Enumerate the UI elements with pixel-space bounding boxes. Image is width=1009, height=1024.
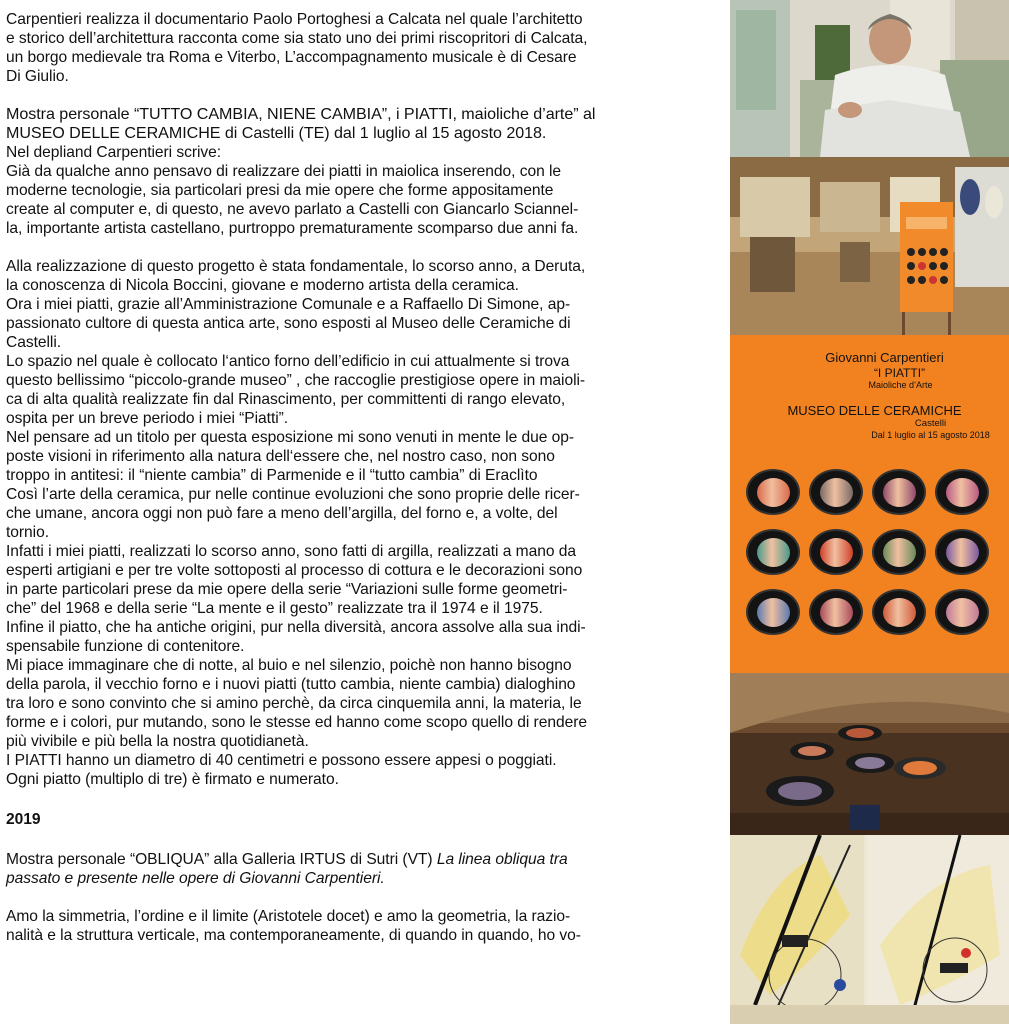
architect-portrait-photo <box>730 0 1009 157</box>
obliqua-artwork-illustration <box>730 835 1009 1024</box>
text-line: più vivibile e più bella la nostra quotidianetà. <box>6 733 309 750</box>
text-line: moderne tecnologie, sia particolari presi da mie opere che forme appositamente <box>6 182 554 199</box>
architect-portrait-illustration <box>730 0 1009 157</box>
spacer <box>6 789 720 810</box>
ceramic-plate <box>935 529 989 575</box>
ceramic-plate <box>809 529 863 575</box>
text-line: MUSEO DELLE CERAMICHE di Castelli (TE) dal 1 luglio al 15 agosto 2018. <box>6 124 547 142</box>
year-heading: 2019 <box>6 811 41 828</box>
plate-decoration <box>946 538 979 567</box>
text-line: Di Giulio. <box>6 68 69 85</box>
text-line: spensabile funzione di contenitore. <box>6 638 245 655</box>
exhibition-poster <box>730 335 1009 673</box>
text-line: la, importante artista castellano, purtroppo prematuramente scomparso due anni fa. <box>6 220 579 237</box>
body-paragraph <box>6 257 720 789</box>
spacer <box>6 888 720 907</box>
plate-grid <box>746 469 991 669</box>
ceramic-plate <box>746 589 800 635</box>
text-line: che” del 1968 e della serie “La mente e il gesto” realizzate tra il 1974 e il 1975. <box>6 600 543 617</box>
text-line: nalità e la struttura verticale, ma contemporaneamente, di quando in quando, ho vo- <box>6 927 581 944</box>
text-line: della parola, il vecchio forno e i nuovi piatti (tutto cambia, niente cambia) dialoghino <box>6 676 576 693</box>
ceramic-plate <box>872 589 926 635</box>
kiln-plates-illustration <box>730 673 1009 835</box>
plate-decoration <box>883 538 916 567</box>
obliqua-subtitle-cont: passato e presente nelle opere di Giovanni Carpentieri. <box>6 870 385 887</box>
text-line: Castelli. <box>6 334 62 351</box>
text-line: che umane, ancora oggi non può fare a meno dell’argilla, del forno e, a volte, del <box>6 505 558 522</box>
text-line: Nel depliand Carpentieri scrive: <box>6 144 222 161</box>
text-line: troppo in antitesi: il “niente cambia” di Parmenide e il “tutto cambia” di Eraclìto <box>6 467 538 484</box>
obliqua-artwork-photo <box>730 835 1009 1024</box>
article-text <box>6 10 720 945</box>
plate-decoration <box>757 478 790 507</box>
text-line: un borgo medievale tra Roma e Viterbo, L’accompagnamento musicale è di Cesare <box>6 49 577 66</box>
text-line: create al computer e, di questo, ne avevo parlato a Castelli con Giancarlo Sciannel- <box>6 201 579 218</box>
depliant-paragraph <box>6 143 720 238</box>
kiln-plates-photo <box>730 673 1009 835</box>
text-line: tra loro e sono convinto che si amino perchè, da circa cinquemila anni, la materia, le <box>6 695 582 712</box>
poster-place: Castelli <box>914 418 947 429</box>
obliqua-heading <box>6 850 720 888</box>
plate-decoration <box>820 598 853 627</box>
plate-decoration <box>883 598 916 627</box>
obliqua-title: Mostra personale “OBLIQUA” alla Galleria IRTUS di Sutri (VT) <box>6 851 437 868</box>
museum-interior-illustration <box>730 157 1009 335</box>
text-line: poste visioni in riferimento alla natura dell‘essere che, nel nostro caso, non sono <box>6 448 555 465</box>
plate-decoration <box>757 598 790 627</box>
text-line: Mostra personale “TUTTO CAMBIA, NIENE CAMBIA”, i PIATTI, maioliche d’arte” al <box>6 105 596 123</box>
text-line: Mi piace immaginare che di notte, al buio e nel silenzio, poichè non hanno bisogno <box>6 657 572 674</box>
text-line: Lo spazio nel quale è collocato l‘antico forno dell’edificio in cui attualmente si trova <box>6 353 570 370</box>
ceramic-plate <box>809 469 863 515</box>
spacer <box>6 238 720 257</box>
ceramic-plate <box>746 529 800 575</box>
ceramic-plate <box>872 469 926 515</box>
text-line: Ogni piatto (multiplo di tre) è firmato e numerato. <box>6 771 339 788</box>
text-line: la conoscenza di Nicola Boccini, giovane e moderno artista della ceramica. <box>6 277 519 294</box>
poster-museum: MUSEO DELLE CERAMICHE <box>787 403 962 418</box>
plate-decoration <box>946 478 979 507</box>
plate-decoration <box>820 478 853 507</box>
museum-interior-photo <box>730 157 1009 335</box>
text-line: Così l’arte della ceramica, pur nelle continue evoluzioni che sono proprie delle ricer- <box>6 486 580 503</box>
text-line: Ora i miei piatti, grazie all’Amministrazione Comunale e a Raffaello Di Simone, ap- <box>6 296 571 313</box>
text-line: Già da qualche anno pensavo di realizzare dei piatti in maiolica inserendo, con le <box>6 163 562 180</box>
text-line: I PIATTI hanno un diametro di 40 centimetri e possono essere appesi o poggiati. <box>6 752 557 769</box>
text-line: questo bellissimo “piccolo-grande museo” , che raccoglie prestigiose opere in maioli- <box>6 372 586 389</box>
text-line: Alla realizzazione di questo progetto è stata fondamentale, lo scorso anno, a Deruta, <box>6 258 586 275</box>
plate-decoration <box>820 538 853 567</box>
ceramic-plate <box>935 589 989 635</box>
text-line: ca di alta qualità realizzate fin dal Rinascimento, per committenti di rango elevato, <box>6 391 566 408</box>
text-line: in parte particolari prese da mie opere della serie “Variazioni sulle forme geometri- <box>6 581 568 598</box>
poster-dates: Dal 1 luglio al 15 agosto 2018 <box>871 430 990 440</box>
ceramic-plate <box>935 469 989 515</box>
spacer <box>6 86 720 105</box>
intro-paragraph <box>6 10 720 86</box>
ceramic-plate <box>809 589 863 635</box>
plate-decoration <box>946 598 979 627</box>
spacer <box>6 829 720 850</box>
text-line: Infine il piatto, che ha antiche origini, pur nella diversità, ancora assolve alla sua indi- <box>6 619 586 636</box>
text-line: Amo la simmetria, l’ordine e il limite (Aristotele docet) e amo la geometria, la razio- <box>6 908 571 925</box>
closing-paragraph <box>6 907 720 945</box>
text-line: esperti artigiani e per tre volte sottoposti al processo di cottura e le decorazioni sono <box>6 562 583 579</box>
text-line <box>6 850 720 869</box>
text-line: Infatti i miei piatti, realizzati lo scorso anno, sono fatti di argilla, realizzati a mano da <box>6 543 576 560</box>
plate-decoration <box>757 538 790 567</box>
text-line: Nel pensare ad un titolo per questa esposizione mi sono venuti in mente le due op- <box>6 429 575 446</box>
text-line: Carpentieri realizza il documentario Paolo Portoghesi a Calcata nel quale l’architetto <box>6 11 583 28</box>
poster-subtitle: Maioliche d’Arte <box>868 380 933 390</box>
obliqua-subtitle: La linea obliqua tra <box>436 851 568 868</box>
exhibit-2018-heading <box>6 105 720 143</box>
ceramic-plate <box>746 469 800 515</box>
poster-title: “I PIATTI” <box>873 366 926 380</box>
ceramic-plate <box>872 529 926 575</box>
text-line: passionato cultore di questa antica arte, sono esposti al Museo delle Ceramiche di <box>6 315 571 332</box>
text-line: e storico dell’architettura racconta come sia stato uno dei primi riscopritori di Calcata, <box>6 30 588 47</box>
text-line: tornio. <box>6 524 49 541</box>
plate-decoration <box>883 478 916 507</box>
text-line: ospita per un breve periodo i miei “Piatti”. <box>6 410 289 427</box>
text-line: forme e i colori, pur mutando, sono le stesse ed hanno come scopo quello di rendere <box>6 714 587 731</box>
poster-artist: Giovanni Carpentieri <box>825 350 944 365</box>
